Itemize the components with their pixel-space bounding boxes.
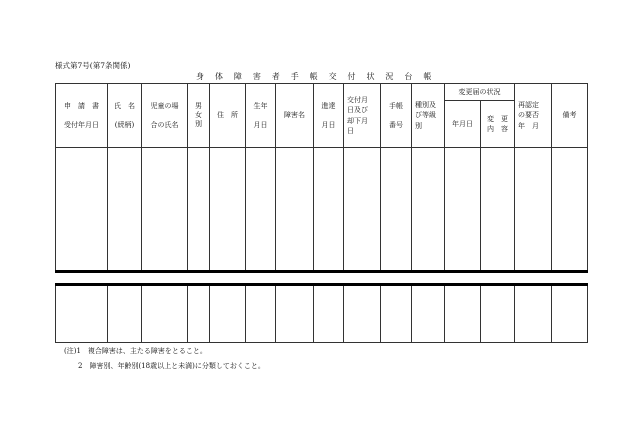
header-remarks-text: 備考: [562, 111, 577, 120]
note-2: 2 障害別、年齢別(18歳以上と未満)に分類しておくこと。: [78, 362, 265, 370]
header-gender: [188, 84, 210, 148]
header-dob: [246, 84, 276, 148]
header-issue-line1: 交付月: [347, 96, 368, 105]
header-type-grade: [412, 84, 445, 148]
header-address-text: 住 所: [217, 111, 238, 120]
header-receipt-date: [56, 84, 108, 148]
header-progress-line2: 月日: [321, 120, 336, 129]
header-child-name: [142, 84, 188, 148]
header-change-content-line1: 変 更: [487, 114, 508, 123]
header-change-group: [445, 84, 515, 101]
header-child-line2: 合の氏名: [150, 120, 179, 129]
header-handbook-line2: 番号: [389, 120, 403, 129]
header-recert-line1: 再認定: [518, 101, 539, 110]
header-recert-line2: の要否: [518, 111, 539, 120]
header-recertification: [515, 84, 552, 148]
header-change-group-text: 変更届の状況: [458, 87, 501, 96]
table-separator: [56, 272, 588, 285]
header-change-content: [481, 101, 515, 148]
header-issue-date: [344, 84, 381, 148]
header-change-date: [445, 101, 481, 148]
form-label: 様式第7号(第7条関係): [55, 61, 131, 70]
header-dob-line1: 生年: [253, 102, 268, 111]
header-disability: [276, 84, 314, 148]
header-recert-line3: 年 月: [518, 121, 539, 130]
header-dob-line2: 月日: [253, 120, 268, 129]
note-1: (注)1 複合障害は、主たる障害をとること。: [64, 347, 207, 355]
header-issue-line2: 日及び: [347, 106, 368, 115]
header-remarks: [552, 84, 588, 148]
table-row: [56, 285, 588, 343]
ledger-table: [55, 83, 588, 343]
header-change-content-line2: 内 容: [487, 125, 508, 133]
header-issue-line4: 日: [347, 126, 354, 135]
header-receipt-line1: 申 請 書: [64, 102, 99, 111]
header-type-line1: 種別及: [415, 101, 436, 110]
header-name-line2: (続柄): [114, 120, 135, 129]
header-type-line2: び等級: [415, 111, 436, 120]
header-handbook-number: [381, 84, 412, 148]
header-progress-date: [314, 84, 344, 148]
table-row: [56, 148, 588, 272]
header-issue-line3: 却下月: [347, 116, 368, 125]
header-type-line3: 別: [415, 121, 422, 130]
header-child-line1: 児童の場: [150, 102, 179, 111]
header-disability-text: 障害名: [284, 111, 305, 120]
header-change-date-text: 年月日: [452, 119, 473, 128]
header-address: [210, 84, 246, 148]
header-handbook-line1: 手帳: [389, 102, 403, 111]
header-progress-line1: 進達: [321, 102, 336, 111]
ledger-title: 身 体 障 害 者 手 帳 交 付 状 況 台 帳: [196, 72, 436, 81]
notes: [64, 344, 265, 374]
header-name-line1: 氏 名: [114, 102, 135, 111]
header-receipt-line2: 受付年月日: [64, 120, 99, 129]
header-name: [108, 84, 142, 148]
header-gender-text: 男女別: [195, 102, 202, 128]
